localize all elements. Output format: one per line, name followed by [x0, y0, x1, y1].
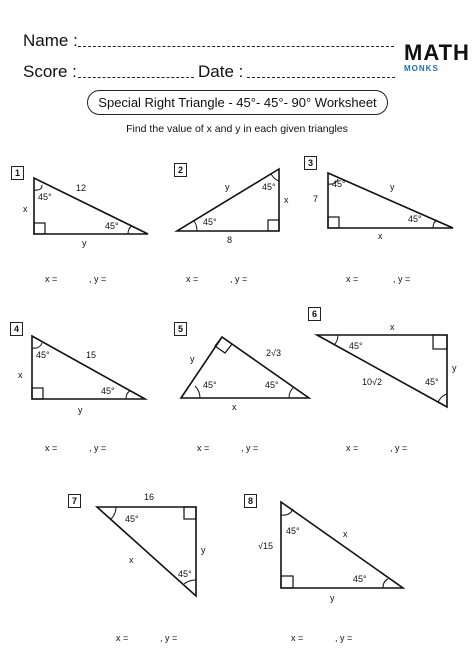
- p4-label-hyp: 15: [86, 350, 97, 360]
- p6-angle-left: 45°: [349, 341, 363, 351]
- p1-angle-right: 45°: [105, 221, 119, 231]
- p2-answer-x: x =: [186, 274, 199, 284]
- p3-label-leg: 7: [313, 194, 319, 204]
- p5-answer-x: x =: [197, 443, 210, 453]
- p2-label-y: y: [225, 182, 230, 192]
- p5-angle-right: 45°: [265, 380, 279, 390]
- p8-answer-y: , y =: [335, 633, 353, 643]
- triangle-7: [97, 507, 196, 596]
- p2-angle-top: 45°: [262, 182, 276, 192]
- p1-angle-top: 45°: [38, 192, 52, 202]
- p4-answer-y: , y =: [89, 443, 107, 453]
- p7-answer-x: x =: [116, 633, 129, 643]
- p8-angle-top: 45°: [286, 526, 300, 536]
- p1-answer-y: , y =: [89, 274, 107, 284]
- p3-label-x: x: [378, 231, 383, 241]
- p6-label-y: y: [452, 363, 457, 373]
- p5-angle-left: 45°: [203, 380, 217, 390]
- p2-answer-y: , y =: [230, 274, 248, 284]
- p1-label-hyp: 12: [76, 183, 87, 193]
- triangle-4: [32, 336, 145, 399]
- p5-answer-y: , y =: [241, 443, 259, 453]
- p5-label-x: x: [232, 402, 237, 412]
- logo-subtitle: MONKS: [404, 64, 439, 73]
- p1-answer-x: x =: [45, 274, 58, 284]
- p7-angle-left: 45°: [125, 514, 139, 524]
- p8-label-leg: √15: [258, 541, 273, 551]
- triangle-1: [34, 178, 148, 234]
- p8-angle-right: 45°: [353, 574, 367, 584]
- name-label: Name :: [23, 31, 78, 50]
- problem-3-number: 3: [304, 156, 317, 170]
- problem-6-number: 6: [308, 307, 321, 321]
- p2-label-base: 8: [227, 235, 233, 245]
- p2-angle-left: 45°: [203, 217, 217, 227]
- date-label: Date :: [198, 62, 244, 81]
- p6-answer-y: , y =: [390, 443, 408, 453]
- p3-angle-top: 45°: [332, 179, 346, 189]
- p8-label-y: y: [330, 593, 335, 603]
- p6-answer-x: x =: [346, 443, 359, 453]
- problem-7-number: 7: [68, 494, 81, 508]
- p7-answer-y: , y =: [160, 633, 178, 643]
- p4-label-y: y: [78, 405, 83, 415]
- p6-label-x: x: [390, 322, 395, 332]
- p7-angle-bottom: 45°: [178, 569, 192, 579]
- score-label: Score :: [23, 62, 77, 81]
- p4-answer-x: x =: [45, 443, 58, 453]
- p4-angle-top: 45°: [36, 350, 50, 360]
- p7-label-x: x: [129, 555, 134, 565]
- p3-label-y: y: [390, 182, 395, 192]
- triangle-8: [281, 502, 403, 588]
- problem-8-number: 8: [244, 494, 257, 508]
- p7-label-top: 16: [144, 492, 155, 502]
- triangle-5: [181, 337, 309, 398]
- p5-label-y: y: [190, 354, 195, 364]
- p3-angle-right: 45°: [408, 214, 422, 224]
- problem-2-number: 2: [174, 163, 187, 177]
- triangle-6: [317, 335, 447, 407]
- p6-angle-bottom: 45°: [425, 377, 439, 387]
- p3-answer-x: x =: [346, 274, 359, 284]
- p7-label-y: y: [201, 545, 206, 555]
- problem-5-number: 5: [174, 322, 187, 336]
- p3-answer-y: , y =: [393, 274, 411, 284]
- p8-label-x: x: [343, 529, 348, 539]
- logo-wordmark: MATH: [404, 40, 470, 65]
- p4-label-x: x: [18, 370, 23, 380]
- p1-label-x: x: [23, 204, 28, 214]
- p5-label-hyp: 2√3: [266, 348, 281, 358]
- instruction-text: Find the value of x and y in each given triangles: [126, 123, 348, 135]
- p2-label-x: x: [284, 195, 289, 205]
- p8-answer-x: x =: [291, 633, 304, 643]
- p1-label-y: y: [82, 238, 87, 248]
- p6-label-hyp: 10√2: [362, 377, 382, 387]
- problem-1-number: 1: [11, 166, 24, 180]
- p4-angle-right: 45°: [101, 386, 115, 396]
- triangle-2: [177, 169, 279, 231]
- worksheet-title: Special Right Triangle - 45°- 45°- 90° Worksheet: [87, 90, 388, 115]
- problem-4-number: 4: [10, 322, 23, 336]
